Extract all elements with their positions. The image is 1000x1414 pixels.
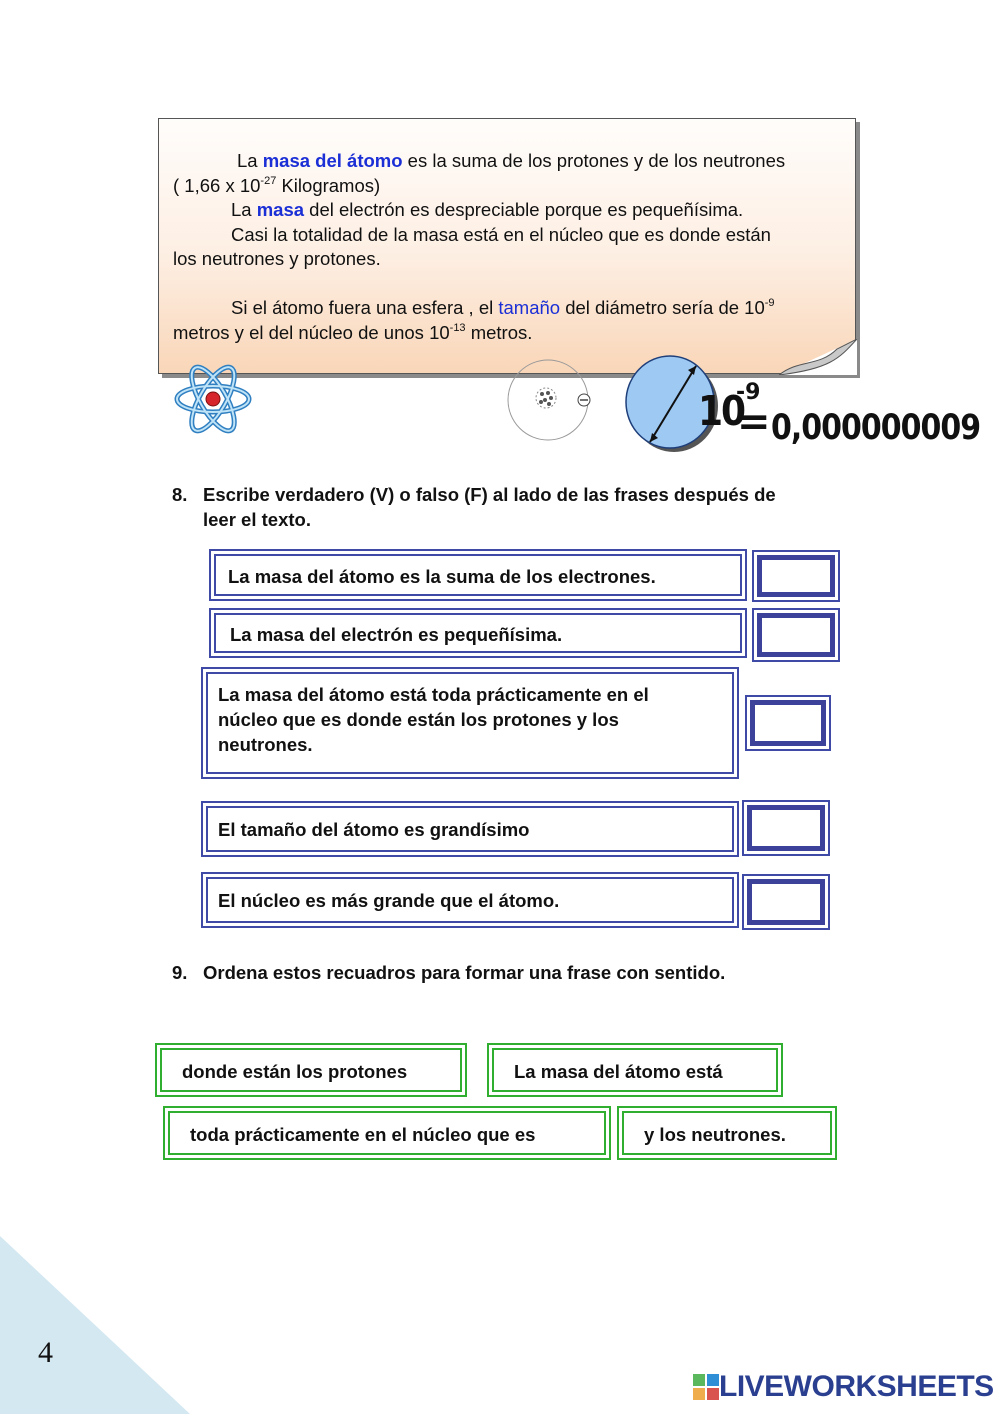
highlight-masa: masa [256, 199, 305, 220]
answer-field[interactable] [750, 700, 826, 746]
exponent: -13 [449, 321, 466, 334]
highlight-masa-del-atomo: masa del átomo [262, 150, 403, 171]
statement-line: núcleo que es donde están los protones y los [218, 709, 619, 730]
info-text: Kilogramos) [276, 174, 381, 196]
question-8 [172, 482, 872, 534]
sentence-piece-4[interactable] [617, 1106, 837, 1160]
statement-text: La masa del átomo es la suma de los electrones. [214, 554, 742, 596]
question-line: Escribe verdadero (V) o falso (F) al lado de las frases después de [203, 484, 776, 505]
statement-text: El núcleo es más grande que el átomo. [206, 877, 734, 923]
statement-3 [201, 667, 739, 779]
question-8-text [203, 482, 776, 532]
statement-text: La masa del electrón es pequeñísima. [214, 613, 742, 653]
info-note-text [173, 149, 845, 345]
info-text: metros. [465, 321, 533, 343]
info-paragraph-electron [173, 198, 845, 223]
page-curl-icon [779, 339, 857, 375]
statement-text: El tamaño del átomo es grandísimo [206, 806, 734, 852]
info-paragraph-kg [173, 174, 845, 199]
info-text: La [237, 150, 263, 171]
statement-1 [209, 549, 747, 601]
info-text: Si el átomo fuera una esfera , el [231, 297, 499, 318]
power-exponent: -9 [736, 380, 761, 405]
info-paragraph-nucleus [173, 223, 845, 248]
corner-decoration [0, 1236, 190, 1414]
answer-field[interactable] [757, 555, 835, 597]
sentence-piece-2[interactable] [487, 1043, 783, 1097]
spacer [173, 272, 845, 297]
power-equals: = [737, 399, 771, 445]
question-number: 9. [172, 962, 188, 983]
power-base: 10 [698, 388, 745, 436]
answer-box-1[interactable] [752, 550, 840, 602]
piece-text: y los neutrones. [622, 1111, 832, 1155]
statement-5 [201, 872, 739, 928]
piece-text: donde están los protones [160, 1048, 462, 1092]
answer-field[interactable] [747, 879, 825, 925]
atom-diagram-icon [504, 358, 600, 442]
info-text: los neutrones y protones. [173, 248, 381, 269]
sentence-piece-3[interactable] [163, 1106, 611, 1160]
answer-box-3[interactable] [745, 695, 831, 751]
piece-text: toda prácticamente en el núcleo que es [168, 1111, 606, 1155]
answer-field[interactable] [757, 613, 835, 657]
statement-4 [201, 801, 739, 857]
statement-line: La masa del átomo está toda prácticamente en el [218, 684, 649, 705]
atom-icon [172, 360, 254, 438]
info-note-box [158, 118, 856, 374]
piece-text: La masa del átomo está [492, 1048, 778, 1092]
sentence-piece-1[interactable] [155, 1043, 467, 1097]
info-text: La [231, 199, 257, 220]
info-text: ( 1,66 x 10 [173, 174, 261, 196]
power-decimal-value: 0,000000009 [771, 408, 981, 449]
question-9-text: Ordena estos recuadros para formar una frase con sentido. [203, 962, 726, 983]
info-text: del electrón es despreciable porque es pequeñísima. [304, 199, 744, 220]
highlight-tamano: tamaño [498, 297, 561, 318]
info-paragraph-size-cont [173, 321, 845, 346]
answer-box-5[interactable] [742, 874, 830, 930]
exponent: -27 [260, 174, 277, 187]
answer-field[interactable] [747, 805, 825, 851]
question-number: 8. [172, 484, 188, 505]
info-text: metros y el del núcleo de unos 10 [173, 321, 450, 343]
question-9 [172, 960, 872, 986]
statement-2 [209, 608, 747, 658]
question-line: leer el texto. [203, 509, 311, 530]
info-text: es la suma de los protones y de los neutrones [402, 150, 786, 171]
liveworksheets-logo-icon [693, 1374, 719, 1400]
statement-line: neutrones. [218, 734, 313, 755]
info-paragraph-size [173, 296, 845, 321]
answer-box-2[interactable] [752, 608, 840, 662]
statement-text [206, 672, 734, 774]
info-text: Casi la totalidad de la masa está en el núcleo que es donde están [231, 223, 771, 245]
answer-box-4[interactable] [742, 800, 830, 856]
liveworksheets-brand: LIVEWORKSHEETS [719, 1370, 994, 1403]
info-paragraph-nucleus-cont [173, 247, 845, 272]
page-number: 4 [38, 1336, 53, 1369]
info-text: del diámetro sería de 10 [560, 297, 765, 318]
exponent: -9 [764, 297, 775, 309]
info-paragraph-mass [173, 149, 845, 174]
